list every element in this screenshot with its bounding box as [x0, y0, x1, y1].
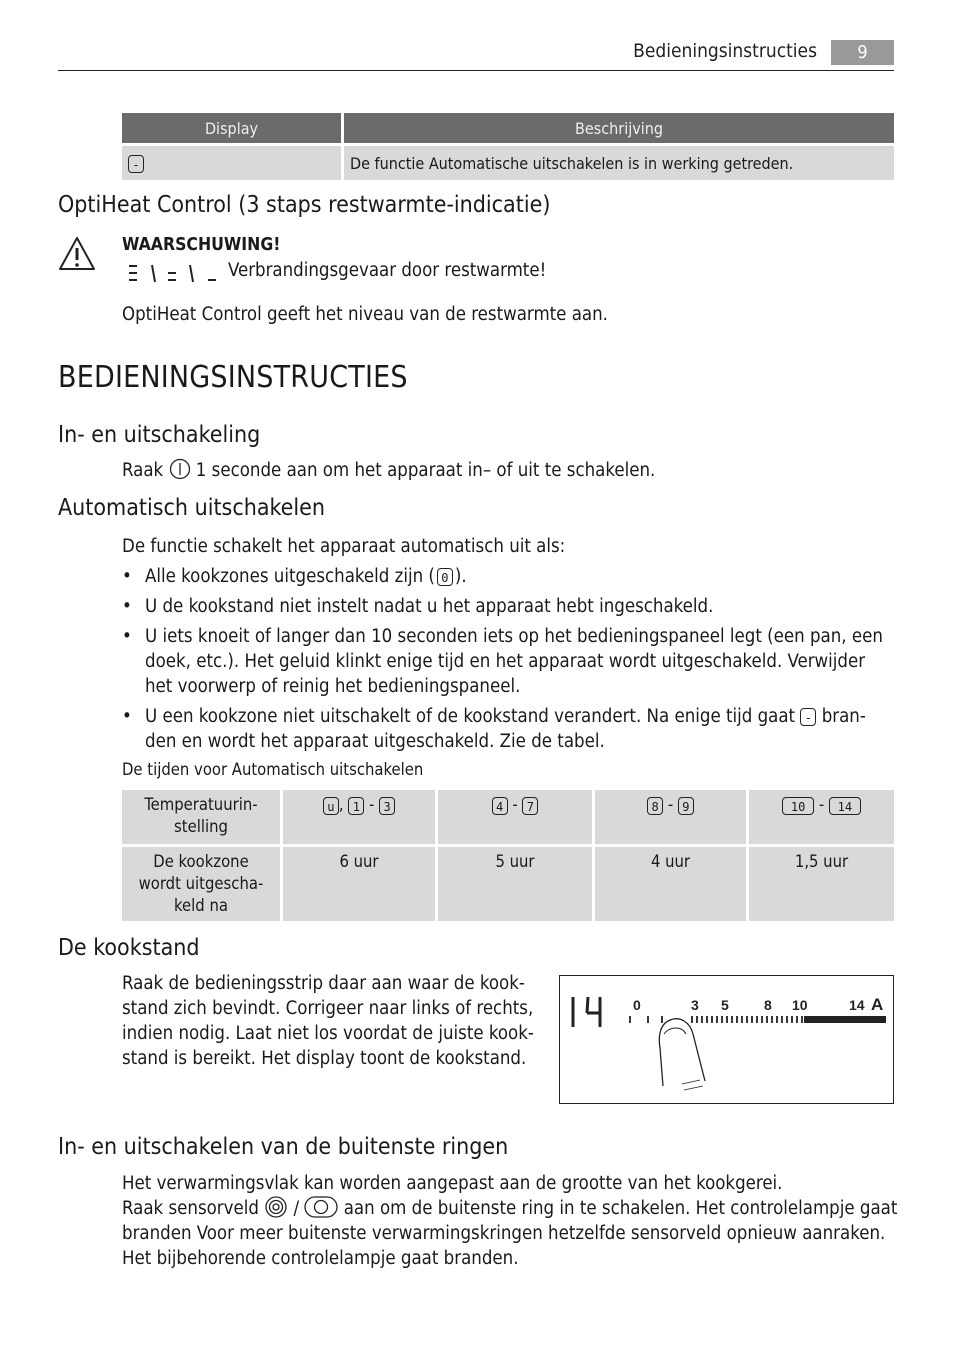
zero-symbol: 0: [437, 568, 453, 586]
slider-fill-bar: [804, 1016, 886, 1023]
dash-symbol: -: [800, 708, 816, 726]
list-item: • Alle kookzones uitgeschakeld zijn ( 0 ).: [122, 566, 467, 587]
auto-off-times-table: [122, 790, 894, 921]
warning-label: WAARSCHUWING!: [122, 235, 281, 255]
optiheat-body: OptiHeat Control geeft het niveau van de restwarmte aan.: [122, 304, 608, 325]
scale-label: 0: [633, 997, 641, 1013]
kookstand-heading: De kookstand: [58, 935, 200, 961]
scale-label: 5: [721, 997, 729, 1013]
list-item: • U de kookstand niet instelt nadat u het apparaat hebt ingeschakeld.: [122, 596, 714, 617]
table-row: [122, 790, 894, 844]
scale-label: 14: [849, 997, 865, 1013]
onoff-heading: In- en uitschakeling: [58, 422, 261, 448]
slider-ticks: [630, 1016, 802, 1023]
time-cell: 6 uur: [283, 844, 435, 921]
kookstand-text: Raak de bedieningsstrip daar aan waar de kook- stand zich bevindt. Corrigeer naar links of rechts, indien nodig. Laat niet los voordat de juiste kook- stand is bereikt. Het display toont de kookstand.: [122, 973, 534, 1069]
level-display: [573, 997, 600, 1027]
list-item: • U een kookzone niet uitschakelt of de kookstand verandert. Na enige tijd gaat - bran- den en wordt het apparaat uitgeschakeld. Zie de tabel.: [122, 706, 866, 752]
onoff-text: Raak 1 seconde aan om het apparaat in– of uit te schakelen.: [122, 460, 656, 481]
scale-label: 8: [764, 997, 772, 1013]
table-caption: De tijden voor Automatisch uitschakelen: [122, 760, 424, 779]
setting-cell: 10 - 14: [749, 790, 894, 844]
list-item: • U iets knoeit of langer dan 10 seconden iets op het bedieningspaneel legt (een pan, een doek, etc.). Het geluid klinkt enige tijd en het apparaat wordt uitgeschakeld. Verwijder het voorwerp of reinig het bedieningspaneel.: [122, 626, 883, 697]
warning-text: Verbrandingsgevaar door restwarmte!: [228, 260, 547, 281]
power-icon: [169, 458, 191, 480]
column-header-description: Beschrijving: [344, 113, 894, 143]
oval-zone-icon: [304, 1196, 338, 1218]
time-cell: 4 uur: [595, 844, 746, 921]
residual-heat-levels-icon: [126, 262, 222, 284]
table-row: [122, 143, 894, 180]
display-symbol: -: [128, 155, 144, 173]
page-title: BEDIENINGSINSTRUCTIES: [58, 360, 408, 395]
page-number: 9: [831, 40, 894, 65]
table-row: [122, 844, 894, 921]
auto-off-heading: Automatisch uitschakelen: [58, 495, 326, 521]
display-cell: [122, 143, 341, 180]
time-cell: 1,5 uur: [749, 844, 894, 921]
setting-cell: u , 1 - 3: [283, 790, 435, 844]
time-cell: 5 uur: [438, 844, 592, 921]
setting-cell: 8 - 9: [595, 790, 746, 844]
column-header-display: Display: [122, 113, 341, 143]
display-table: [122, 113, 894, 180]
outer-rings-heading: In- en uitschakelen van de buitenste ringen: [58, 1134, 509, 1160]
row-label-setting: Temperatuurin- stelling: [122, 790, 280, 844]
header-rule: [58, 70, 894, 71]
warning-icon: [58, 236, 96, 272]
control-strip-illustration: [559, 975, 894, 1104]
row-label-time: De kookzone wordt uitgescha- keld na: [122, 844, 280, 921]
scale-label: 10: [792, 997, 808, 1013]
scale-label: A: [871, 995, 884, 1014]
dual-ring-icon: [264, 1196, 288, 1218]
description-cell: De functie Automatische uitschakelen is in werking getreden.: [344, 143, 894, 180]
control-strip-drawing: [560, 976, 893, 1103]
finger-icon: [659, 1019, 705, 1086]
running-header: Bedieningsinstructies: [633, 40, 817, 62]
auto-off-intro: De functie schakelt het apparaat automatisch uit als:: [122, 536, 566, 557]
scale-label: 3: [691, 997, 699, 1013]
outer-rings-text: Het verwarmingsvlak kan worden aangepast aan de grootte van het kookgerei. Raak sensorveld / aan om de buitenste ring in te schakelen. Het controlelampje gaat branden Voor meer buitenste verwarmingskringen hetzelfde sensorveld opnieuw aanraken. Het bijbehorende controlelampje gaat branden.: [122, 1173, 898, 1269]
setting-cell: 4 - 7: [438, 790, 592, 844]
optiheat-heading: OptiHeat Control (3 staps restwarmte-indicatie): [58, 192, 551, 218]
